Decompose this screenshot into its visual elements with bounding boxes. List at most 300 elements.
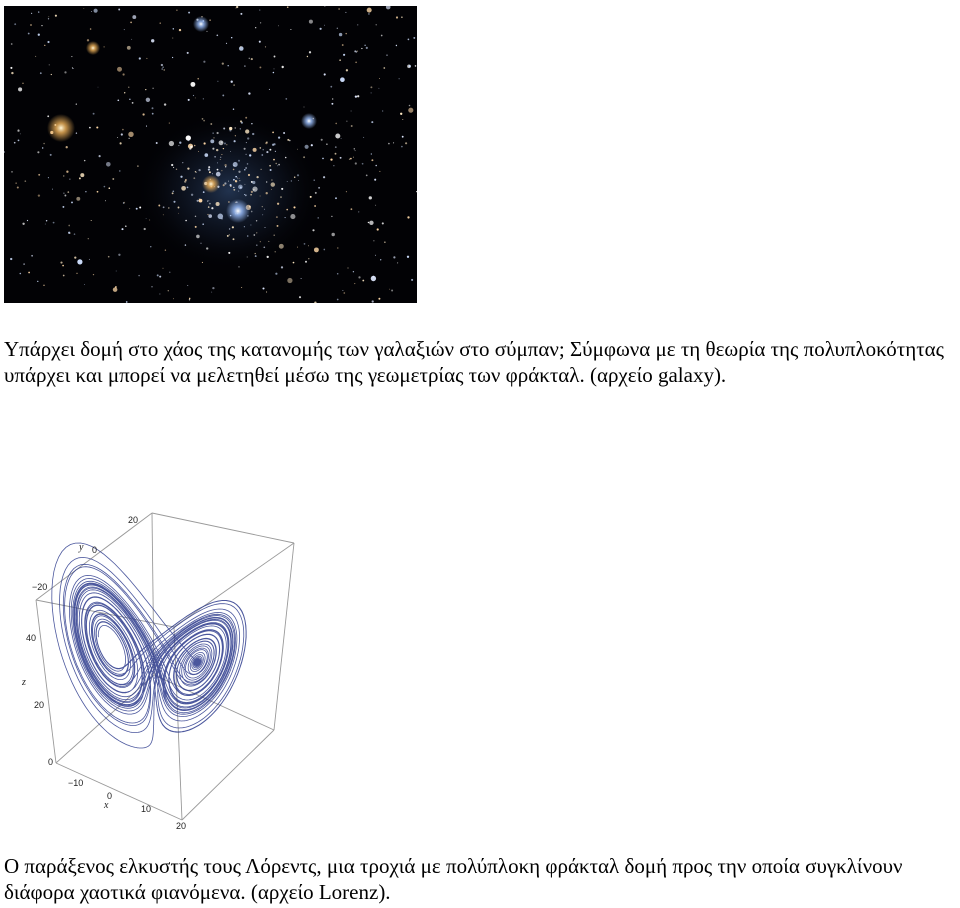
galaxy-star-field-image [4, 6, 417, 303]
star [280, 196, 282, 198]
star [331, 233, 334, 236]
star [76, 273, 77, 274]
star [376, 24, 377, 25]
star [351, 125, 353, 127]
star [162, 66, 164, 68]
star [266, 192, 268, 194]
star [19, 273, 21, 275]
star [156, 142, 158, 144]
star [10, 258, 12, 260]
star [367, 8, 372, 13]
star [375, 255, 376, 256]
star [248, 174, 250, 176]
star [251, 58, 253, 60]
star [287, 139, 289, 141]
star [362, 280, 364, 282]
star [409, 105, 411, 107]
star [372, 300, 374, 302]
star [265, 46, 266, 47]
star [208, 200, 209, 201]
star [350, 208, 352, 210]
star [41, 25, 42, 26]
star [347, 267, 348, 268]
star [138, 275, 139, 276]
star [60, 262, 62, 264]
star [23, 263, 25, 265]
star [150, 246, 151, 247]
star [125, 225, 127, 227]
star [405, 142, 407, 144]
star [195, 97, 196, 98]
star [270, 169, 272, 171]
star [275, 163, 276, 164]
star [233, 108, 234, 109]
star [330, 158, 332, 160]
star [349, 158, 350, 159]
star [371, 153, 372, 154]
star [340, 77, 345, 82]
star [256, 220, 257, 221]
star [337, 273, 339, 275]
star [245, 194, 247, 196]
star [80, 173, 84, 177]
y-tick-label: −20 [32, 582, 48, 592]
star [285, 98, 287, 100]
star [269, 149, 271, 151]
star [50, 154, 52, 156]
bright-star [301, 113, 317, 129]
star [136, 208, 138, 210]
star [382, 222, 384, 224]
star [43, 285, 44, 286]
star [247, 137, 249, 139]
star [238, 185, 243, 190]
star [297, 174, 299, 176]
star [228, 252, 230, 254]
star [196, 235, 200, 239]
star [235, 127, 236, 128]
star [129, 138, 130, 139]
star [159, 294, 160, 295]
star [63, 175, 64, 176]
star [353, 157, 354, 158]
star [131, 39, 132, 40]
star [206, 247, 208, 249]
star [198, 151, 199, 152]
star [345, 33, 346, 34]
star [139, 57, 141, 59]
star [160, 22, 161, 23]
star [309, 20, 313, 24]
star [223, 148, 224, 149]
bright-star [47, 114, 75, 142]
star [105, 200, 106, 201]
star [118, 254, 120, 256]
star [14, 142, 16, 144]
star [303, 156, 305, 158]
star [203, 142, 205, 144]
star [401, 146, 403, 148]
star [223, 127, 225, 129]
star [203, 98, 204, 99]
star [38, 11, 39, 12]
star [253, 234, 255, 236]
star [260, 196, 261, 197]
star [68, 225, 70, 227]
star [104, 46, 105, 47]
star [294, 176, 295, 177]
star [203, 120, 205, 122]
star [384, 242, 385, 243]
star [297, 149, 298, 150]
star [366, 175, 368, 177]
star [108, 187, 110, 189]
lorenz-caption: Ο παράξενος ελκυστής τους Λόρεντς, μια τροχιά με πολύπλοκη φράκταλ δομή προς την οποία συγκλίνουν διάφορα χαοτικά φιανόμενα. (αρχείο Lorenz). [4, 854, 903, 904]
star [308, 245, 309, 246]
star [321, 139, 323, 141]
star [233, 187, 234, 188]
star [208, 166, 210, 168]
star [47, 41, 49, 43]
star [235, 180, 237, 182]
star [123, 202, 125, 204]
star [377, 228, 379, 230]
star [18, 140, 20, 142]
star [71, 201, 73, 203]
star [119, 170, 120, 171]
star [278, 136, 280, 138]
star [190, 82, 195, 87]
star [326, 143, 328, 145]
star [169, 272, 170, 273]
star [355, 162, 357, 164]
star [91, 11, 92, 12]
star [354, 50, 356, 52]
star [299, 296, 301, 298]
star [168, 290, 169, 291]
bright-star [86, 41, 100, 55]
star [368, 222, 369, 223]
star [139, 207, 141, 209]
star [244, 169, 246, 171]
star [248, 92, 250, 94]
star [314, 180, 315, 181]
star [120, 142, 122, 144]
star [64, 71, 66, 73]
star [238, 171, 240, 173]
z-tick-label: 0 [48, 757, 54, 767]
star [128, 87, 129, 88]
star [47, 115, 49, 117]
star [251, 123, 252, 124]
star [262, 287, 264, 289]
star [358, 211, 359, 212]
star [202, 262, 203, 263]
star [261, 154, 263, 156]
star [266, 292, 267, 293]
star [214, 156, 216, 158]
star [256, 232, 257, 233]
star [223, 184, 225, 186]
star [188, 12, 190, 14]
star [104, 186, 106, 188]
star [250, 194, 252, 196]
star [305, 261, 307, 263]
star [163, 214, 164, 215]
star [319, 28, 321, 30]
star [311, 144, 313, 146]
star [264, 209, 265, 210]
star [163, 69, 164, 70]
y-axis-label: y [79, 542, 84, 553]
star [343, 292, 345, 294]
star [335, 123, 337, 125]
star [371, 159, 373, 161]
star [190, 146, 192, 148]
y-tick-label: 20 [128, 515, 139, 525]
star [240, 13, 242, 15]
star [199, 198, 200, 199]
star [38, 174, 40, 176]
star [408, 39, 410, 41]
star [62, 206, 64, 208]
star [157, 274, 159, 276]
star [273, 159, 275, 161]
star [237, 177, 238, 178]
star [187, 187, 189, 189]
star [158, 205, 160, 207]
star [241, 287, 242, 288]
star [10, 67, 12, 69]
star [178, 213, 179, 214]
star [301, 278, 302, 279]
star [245, 167, 247, 169]
star [337, 299, 339, 301]
star [128, 132, 133, 137]
star [209, 171, 211, 173]
star [53, 222, 55, 224]
star [375, 165, 377, 167]
star [193, 177, 195, 179]
star [233, 84, 234, 85]
star [124, 92, 125, 93]
star [124, 29, 125, 30]
z-axis-label: z [22, 677, 26, 688]
star [208, 206, 210, 208]
star [239, 180, 240, 181]
star [180, 176, 182, 178]
star [163, 206, 165, 208]
x-tick-label: 20 [176, 821, 187, 831]
star [230, 151, 231, 152]
star [277, 165, 278, 166]
star [402, 119, 403, 120]
star [127, 46, 131, 50]
star [176, 169, 177, 170]
star [255, 253, 256, 254]
star [307, 56, 308, 57]
star [132, 15, 136, 19]
star [216, 202, 220, 206]
star [179, 142, 181, 144]
star [238, 160, 240, 162]
star [255, 255, 257, 257]
star [269, 89, 270, 90]
star [342, 44, 344, 46]
star [247, 163, 249, 165]
star [195, 171, 196, 172]
star [259, 147, 261, 149]
star [335, 153, 337, 155]
star [244, 148, 246, 150]
star [173, 28, 174, 29]
star [88, 238, 89, 239]
star [64, 195, 66, 197]
star [229, 127, 232, 130]
star [342, 290, 343, 291]
star [161, 64, 163, 66]
star [309, 51, 311, 53]
star [332, 98, 333, 99]
star [30, 24, 32, 26]
star [228, 181, 229, 182]
star [38, 194, 40, 196]
star [161, 68, 163, 70]
star [226, 43, 227, 44]
star [310, 196, 312, 198]
star [273, 68, 274, 69]
star [146, 126, 147, 127]
star [297, 247, 298, 248]
star [48, 18, 49, 19]
star [203, 191, 205, 193]
star [145, 89, 146, 90]
star [259, 10, 260, 11]
star [194, 145, 196, 147]
lorenz-trajectory [52, 543, 246, 748]
star [323, 249, 325, 251]
star [203, 61, 205, 63]
star [208, 214, 212, 218]
star [27, 220, 28, 221]
star [227, 65, 228, 66]
star [22, 223, 24, 225]
star [11, 72, 13, 74]
star [171, 164, 173, 166]
star [252, 186, 257, 191]
star [224, 182, 226, 184]
star [117, 99, 119, 101]
star [84, 284, 85, 285]
star [20, 134, 21, 135]
star [146, 58, 147, 59]
star [52, 189, 53, 190]
star [341, 138, 342, 139]
star [293, 262, 295, 264]
star [304, 107, 305, 108]
star [287, 181, 288, 182]
star [285, 217, 286, 218]
star [346, 69, 348, 71]
star [268, 241, 269, 242]
star [67, 191, 69, 193]
star [43, 143, 45, 145]
star [233, 169, 235, 171]
star [273, 72, 275, 74]
star [246, 142, 247, 143]
bright-star [226, 199, 250, 223]
star [238, 266, 239, 267]
star [263, 246, 265, 248]
bright-star [193, 16, 209, 32]
star [416, 191, 417, 192]
star [187, 52, 189, 54]
trajectory-path [52, 543, 246, 748]
star [233, 189, 235, 191]
star [112, 178, 114, 180]
star [382, 110, 383, 111]
star [330, 86, 332, 88]
star [38, 34, 40, 36]
star [263, 149, 264, 150]
star [249, 154, 251, 156]
star [335, 146, 337, 148]
star [343, 54, 345, 56]
star [208, 169, 210, 171]
star [247, 257, 248, 258]
star [83, 8, 84, 9]
star [369, 221, 373, 225]
star [240, 128, 241, 129]
lorenz-attractor-figure [4, 505, 297, 835]
star [14, 23, 16, 25]
star [74, 233, 76, 235]
star [256, 244, 258, 246]
star [84, 160, 85, 161]
star [358, 276, 360, 278]
star [245, 117, 247, 119]
star [217, 81, 218, 82]
star [198, 169, 200, 171]
star [245, 129, 249, 133]
star [355, 95, 357, 97]
star [234, 140, 236, 142]
star [283, 132, 285, 134]
star [63, 275, 65, 277]
star [318, 187, 320, 189]
star [85, 191, 86, 192]
star [152, 107, 154, 109]
star [357, 24, 358, 25]
star [224, 143, 226, 145]
star [333, 165, 334, 166]
star [383, 67, 385, 69]
star [209, 19, 211, 21]
star [219, 140, 224, 145]
star [172, 192, 174, 194]
star [351, 110, 352, 111]
star [211, 292, 212, 293]
star [91, 220, 92, 221]
star [233, 165, 235, 167]
star [210, 139, 214, 143]
star [369, 196, 372, 199]
x-tick-label: −10 [68, 778, 84, 788]
star [178, 207, 180, 209]
star [251, 181, 253, 183]
star [287, 278, 292, 283]
star [221, 154, 222, 155]
